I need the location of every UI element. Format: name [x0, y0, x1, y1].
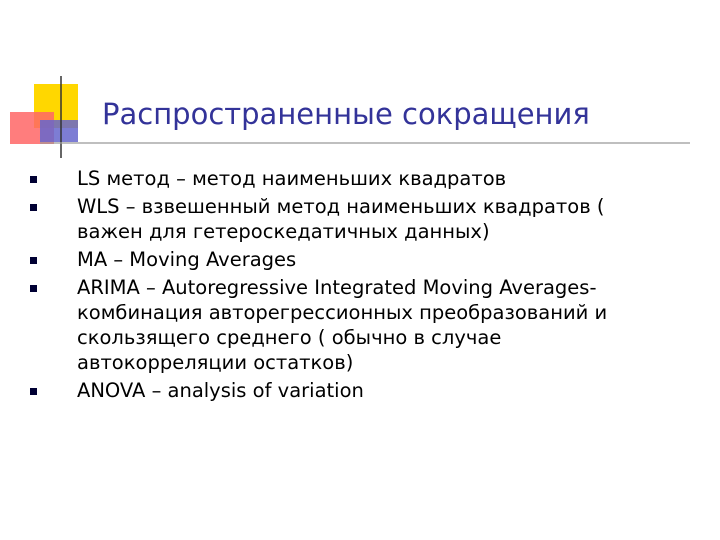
bullet-text: MA – Moving Averages [77, 248, 297, 271]
bullet-text: WLS – взвешенный метод наименьших квадратов ( важен для гетероскедатичных данных) [77, 195, 605, 243]
list-item [30, 247, 670, 272]
slide-title: Распространенные сокращения [102, 97, 590, 131]
list-item [30, 275, 670, 375]
blue-square [40, 120, 78, 142]
list-item [30, 194, 670, 244]
bullet-icon [30, 285, 37, 292]
bullet-icon [30, 176, 37, 183]
list-item [30, 166, 670, 191]
bullet-icon [30, 388, 37, 395]
bullet-text: ARIMA – Autoregressive Integrated Moving Averages- комбинация авторегрессионных преобразований и скользящего среднего ( обычно в случае автокорреляции остатков) [77, 276, 608, 374]
bullet-text: ANOVA – analysis of variation [77, 379, 364, 402]
list-item [30, 378, 670, 403]
bullet-list [30, 166, 670, 403]
bullet-icon [30, 257, 37, 264]
bullet-icon [30, 204, 37, 211]
bullet-text: LS метод – метод наименьших квадратов [77, 167, 507, 190]
